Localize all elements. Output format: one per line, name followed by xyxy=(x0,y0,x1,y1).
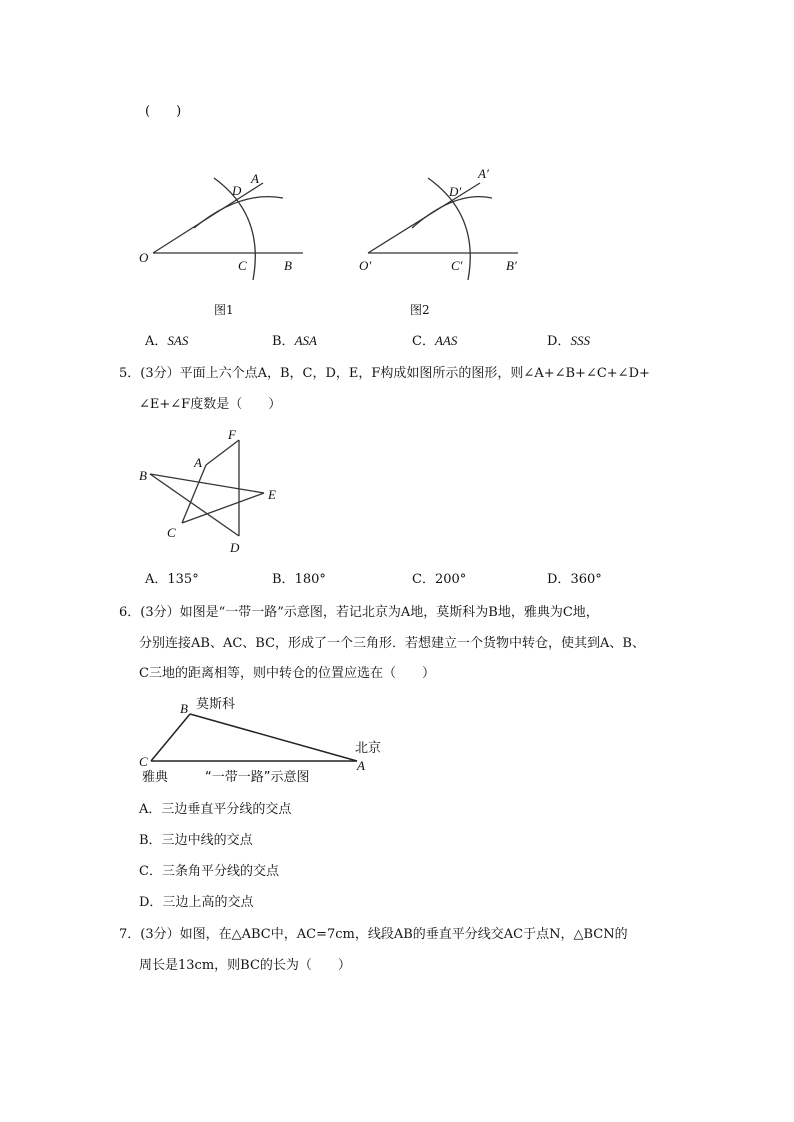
q4-option-c: C．AAS xyxy=(412,333,458,349)
q6-label-a: A xyxy=(357,758,365,773)
q4-answer-paren: ( ) xyxy=(145,104,182,119)
fig1-label-o: O xyxy=(139,250,149,265)
q5-stem-line2: ∠E+∠F度数是（ ） xyxy=(139,397,282,412)
q6-stem-line1: 6．(3分）如图是“一带一路”示意图，若记北京为A地，莫斯科为B地，雅典为C地， xyxy=(119,605,599,620)
q4-option-d: D．SSS xyxy=(547,333,590,349)
q6-label-athens: 雅典 xyxy=(142,770,169,785)
fig2-label-a: A′ xyxy=(478,166,489,181)
q7-stem-line1: 7．(3分）如图，在△ABC中，AC=7cm，线段AB的垂直平分线交AC于点N，△BCN的 xyxy=(119,927,628,942)
q5-label-c: C xyxy=(167,525,176,540)
q6-option-b: B．三边中线的交点 xyxy=(139,833,253,848)
fig2-label-o: O′ xyxy=(359,258,372,273)
q5-option-b: B．180° xyxy=(272,572,326,587)
q5-stem-line1: 5．(3分）平面上六个点A，B，C，D，E，F构成如图所示的图形，则∠A+∠B+∠C+∠D+ xyxy=(119,366,650,381)
fig1-caption: 图1 xyxy=(214,303,234,317)
q6-option-c: C．三条角平分线的交点 xyxy=(139,864,279,879)
fig1-label-a: A xyxy=(251,171,259,186)
q5-label-d: D xyxy=(230,540,240,555)
fig2-label-c: C′ xyxy=(451,258,463,273)
q6-stem-line2: 分别连接AB、AC、BC，形成了一个三角形．若想建立一个货物中转仓，使其到A、B、 xyxy=(139,636,645,651)
fig2-label-d: D′ xyxy=(449,184,462,199)
q6-label-moscow: 莫斯科 xyxy=(196,697,236,712)
q6-option-a: A．三边垂直平分线的交点 xyxy=(139,802,292,817)
q5-label-b: B xyxy=(139,468,147,483)
q6-stem-line3: C三地的距离相等，则中转仓的位置应选在（ ） xyxy=(139,666,435,681)
q5-option-a: A．135° xyxy=(145,572,199,587)
fig2-caption: 图2 xyxy=(410,303,430,317)
fig1-label-d: D xyxy=(232,183,242,198)
q5-label-a: A xyxy=(194,455,202,470)
fig1-label-b: B xyxy=(284,258,292,273)
q5-label-f: F xyxy=(228,427,236,442)
fig1-label-c: C xyxy=(238,258,247,273)
q6-option-d: D．三边上高的交点 xyxy=(139,895,254,910)
q6-label-c: C xyxy=(139,754,148,769)
q5-label-e: E xyxy=(268,487,276,502)
q6-label-beijing: 北京 xyxy=(355,741,382,756)
q6-label-b: B xyxy=(180,701,188,716)
q4-option-a: A．SAS xyxy=(145,333,189,349)
fig2-label-b: B′ xyxy=(506,258,517,273)
q7-stem-line2: 周长是13cm，则BC的长为（ ） xyxy=(139,958,351,973)
q4-option-b: B．ASA xyxy=(272,333,317,349)
q5-option-c: C．200° xyxy=(412,572,467,587)
q5-option-d: D．360° xyxy=(547,572,602,587)
q6-figure-caption: “一带一路”示意图 xyxy=(205,770,310,785)
